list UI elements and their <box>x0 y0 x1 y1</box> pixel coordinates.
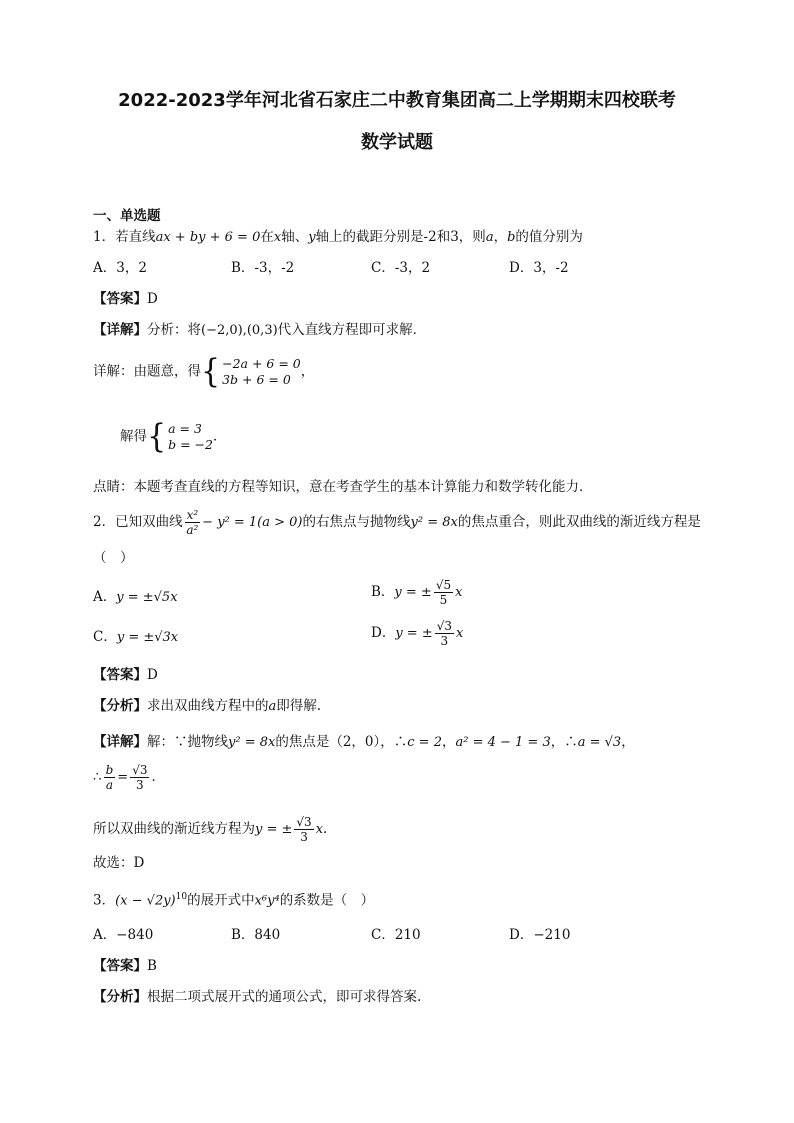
q3-option-c: C．210 <box>371 927 421 943</box>
equation-system-1: −2a + 6 = 0 3b + 6 = 0 <box>222 356 301 387</box>
q2-equation: − y² = 1(a > 0) <box>202 515 303 530</box>
q2-answer: 【答案】D <box>93 667 158 683</box>
detail-tag: 【详解】 <box>93 322 147 338</box>
page-subtitle: 数学试题 <box>361 132 433 153</box>
q1-mid2: 轴、 <box>281 229 309 245</box>
q1-comment: 点睛：本题考查直线的方程等知识，意在考查学生的基本计算能力和数学转化能力． <box>93 479 593 495</box>
question-3-stem: 3．$(x - √2y)^{10}$的展开式中x⁶y⁴的系数是（ ） <box>93 892 375 909</box>
question-1-stem <box>93 228 583 247</box>
q1-lead: 1．若直线 <box>93 229 156 245</box>
page-title: 2022-2023学年河北省石家庄二中教育集团高二上学期期末四校联考 <box>118 90 676 111</box>
ratio-fraction-2: $\frac{√3}{3}$ <box>132 763 148 792</box>
q2-fraction: $\frac{\text{x²}}{\text{a²}}$ <box>186 508 199 537</box>
answer-tag: 【答案】 <box>93 291 147 307</box>
q1-tail: 的值分别为 <box>515 229 583 245</box>
q2-option-a: A．y = ±√5x <box>93 589 178 605</box>
q1-option-a: A．3，2 <box>93 260 147 276</box>
q2-parabola: y² = 8x <box>410 515 458 530</box>
q1-y-var: y <box>308 230 316 245</box>
q1-option-d: D．3，-2 <box>509 260 569 276</box>
q1-a-var: a <box>485 230 494 245</box>
q1-answer <box>93 290 158 308</box>
q3-option-b: B．840 <box>231 927 281 943</box>
q1-solve <box>120 417 227 456</box>
q1-x-var: x <box>273 230 282 245</box>
answer-value: D <box>147 291 158 307</box>
q2-detail: 【详解】解：∵抛物线y² = 8x的焦点是（2，0），∴c = 2，a² = 4 − 1 = 3，∴a = √3， <box>93 734 635 750</box>
q1-option-c: C．-3，2 <box>371 260 431 276</box>
q2-paren: （ ） <box>93 550 134 566</box>
explain-end: ， <box>300 363 315 380</box>
q3-term: x⁶y⁴ <box>254 893 280 909</box>
q2-option-d-fraction: $\frac{√3}{3}$ <box>436 619 453 648</box>
q2-ratio: ∴ $\frac{b}{a}$ = $\frac{√3}{3}$ ． <box>93 763 165 792</box>
q2-option-c: C．y = ±√3x <box>93 629 179 645</box>
q2-mid: 的右焦点与抛物线 <box>302 514 411 530</box>
q2-option-b: B．y = ± $\frac{√5}{5}$ x <box>371 578 463 607</box>
brace-icon: { <box>201 352 221 391</box>
q1-equation: ax + by + 6 = 0 <box>155 230 261 245</box>
q3-option-a: A．−840 <box>93 927 154 943</box>
question-2-stem <box>93 508 701 537</box>
equation-system-2: a = 3 b = −2 <box>168 421 213 452</box>
explain-pre: 详解：由题意，得 <box>93 363 201 380</box>
q3-option-d: D．−210 <box>509 927 571 943</box>
q1-mid3: 轴上的截距分别是-2和3，则 <box>315 229 486 245</box>
q2-conclusion: 所以双曲线的渐近线方程为y = ± $\frac{√3}{3}$ x. <box>93 815 328 844</box>
solve-end: ． <box>212 428 227 445</box>
q2-analysis: 【分析】求出双曲线方程中的a即得解. <box>93 698 322 714</box>
q1-mid1: 在 <box>260 229 274 245</box>
q1-comma: ， <box>493 229 508 245</box>
q2-lead: 2．已知双曲线 <box>93 514 183 530</box>
q2-tail: 的焦点重合，则此双曲线的渐近线方程是 <box>457 514 701 530</box>
section-heading: 一、单选题 <box>93 208 161 224</box>
detail-points: (−2,0),(0,3) <box>201 323 278 338</box>
q2-option-b-fraction: $\frac{√5}{5}$ <box>435 578 452 607</box>
conclusion-fraction: $\frac{√3}{3}$ <box>296 815 312 844</box>
q3-answer: 【答案】B <box>93 958 157 974</box>
q3-analysis: 【分析】根据二项式展开式的通项公式，即可求得答案. <box>93 989 422 1005</box>
detail-pre: 分析：将 <box>147 322 201 338</box>
q1-detail <box>93 321 426 340</box>
q3-exponent: 10 <box>175 892 188 902</box>
q1-option-b: B．-3，-2 <box>231 260 295 276</box>
q2-choose: 故选：D <box>93 855 145 871</box>
detail-post: 代入直线方程即可求解． <box>277 322 427 338</box>
q1-b-var: b <box>507 230 516 245</box>
q1-explain <box>93 352 315 391</box>
solve-pre: 解得 <box>120 428 147 445</box>
q2-option-d: D．y = ± $\frac{√3}{3}$ x <box>371 619 464 648</box>
brace-icon: { <box>147 417 167 456</box>
q3-expression: (x − √2y) <box>115 893 176 909</box>
ratio-fraction: $\frac{b}{a}$ <box>105 763 114 792</box>
